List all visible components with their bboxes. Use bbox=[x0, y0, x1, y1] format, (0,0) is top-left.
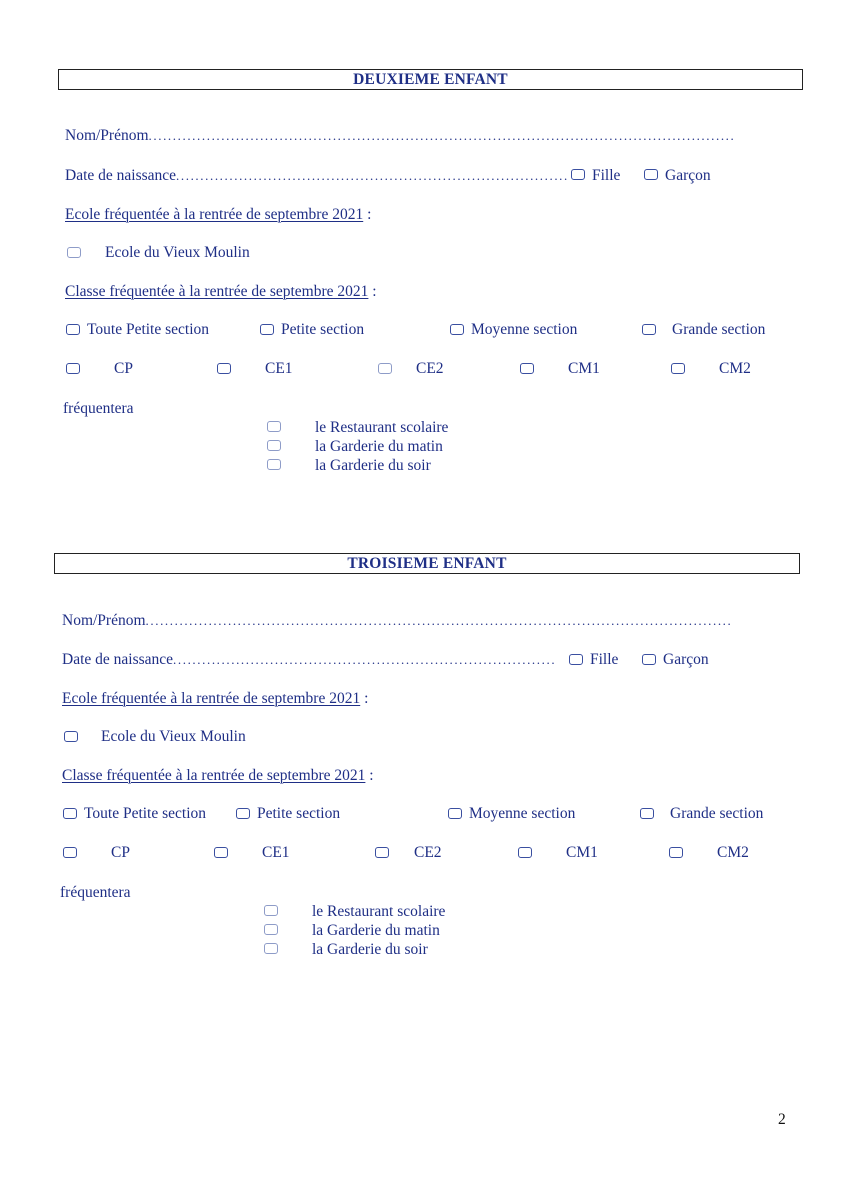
class-checkbox-petite-section[interactable] bbox=[236, 808, 250, 819]
birthdate-dotted-line[interactable]: ................................................................................. bbox=[176, 168, 569, 183]
service-label-garderie-soir: la Garderie du soir bbox=[315, 457, 431, 474]
class-checkbox-toute-petite-section[interactable] bbox=[66, 324, 80, 335]
school-option-label: Ecole du Vieux Moulin bbox=[101, 728, 246, 745]
name-label: Nom/Prénom bbox=[65, 127, 149, 144]
class-checkbox-moyenne-section[interactable] bbox=[448, 808, 462, 819]
school-heading-colon: : bbox=[360, 690, 369, 707]
girl-checkbox[interactable] bbox=[571, 169, 585, 180]
section-title: TROISIEME ENFANT bbox=[347, 555, 507, 572]
class-label-grande-section: Grande section bbox=[670, 805, 764, 822]
class-checkbox-ce1[interactable] bbox=[217, 363, 231, 374]
name-label: Nom/Prénom bbox=[62, 612, 146, 629]
class-label-ce2: CE2 bbox=[414, 844, 442, 861]
class-checkbox-grande-section[interactable] bbox=[642, 324, 656, 335]
school-heading-row bbox=[62, 690, 368, 708]
class-label-toute-petite-section: Toute Petite section bbox=[87, 321, 210, 338]
girl-label: Fille bbox=[592, 167, 621, 184]
class-checkbox-cm2[interactable] bbox=[671, 363, 685, 374]
service-checkbox-garderie-soir[interactable] bbox=[264, 943, 278, 954]
boy-label: Garçon bbox=[663, 651, 709, 668]
class-checkbox-petite-section[interactable] bbox=[260, 324, 274, 335]
birthdate-dotted-line[interactable]: ............................................................................... bbox=[173, 652, 557, 667]
class-label-cm2: CM2 bbox=[717, 844, 749, 861]
service-checkbox-restaurant[interactable] bbox=[264, 905, 278, 916]
class-label-cm2: CM2 bbox=[719, 360, 751, 377]
section-header-box bbox=[54, 553, 800, 574]
name-field-row[interactable] bbox=[62, 612, 732, 630]
service-checkbox-garderie-matin[interactable] bbox=[267, 440, 281, 451]
school-option-checkbox[interactable] bbox=[67, 247, 81, 258]
class-label-cm1: CM1 bbox=[568, 360, 600, 377]
service-checkbox-garderie-matin[interactable] bbox=[264, 924, 278, 935]
school-option-checkbox[interactable] bbox=[64, 731, 78, 742]
page-number: 2 bbox=[778, 1111, 786, 1128]
class-label-cp: CP bbox=[111, 844, 130, 861]
class-checkbox-cp[interactable] bbox=[66, 363, 80, 374]
name-dotted-line[interactable]: ......................................................................................................................... bbox=[148, 128, 736, 143]
frequentera-label: fréquentera bbox=[60, 884, 131, 901]
class-label-ce2: CE2 bbox=[416, 360, 444, 377]
class-checkbox-grande-section[interactable] bbox=[640, 808, 654, 819]
school-heading-row bbox=[65, 206, 371, 224]
class-heading-colon: : bbox=[368, 283, 377, 300]
birthdate-field-row[interactable] bbox=[65, 167, 569, 185]
school-heading: Ecole fréquentée à la rentrée de septembre 2021 bbox=[65, 206, 364, 223]
class-heading-colon: : bbox=[365, 767, 374, 784]
service-label-garderie-matin: la Garderie du matin bbox=[312, 922, 440, 939]
name-dotted-line[interactable]: ......................................................................................................................... bbox=[145, 613, 733, 628]
class-checkbox-ce1[interactable] bbox=[214, 847, 228, 858]
class-label-grande-section: Grande section bbox=[672, 321, 766, 338]
birthdate-field-row[interactable] bbox=[62, 651, 556, 669]
class-heading: Classe fréquentée à la rentrée de septembre 2021 bbox=[65, 283, 369, 300]
class-label-petite-section: Petite section bbox=[281, 321, 365, 338]
birthdate-label: Date de naissance bbox=[62, 651, 174, 668]
service-label-garderie-soir: la Garderie du soir bbox=[312, 941, 428, 958]
class-checkbox-cm1[interactable] bbox=[520, 363, 534, 374]
service-label-restaurant: le Restaurant scolaire bbox=[312, 903, 446, 920]
school-heading-colon: : bbox=[363, 206, 372, 223]
class-heading-row bbox=[65, 283, 377, 301]
class-label-moyenne-section: Moyenne section bbox=[471, 321, 578, 338]
name-field-row[interactable] bbox=[65, 127, 735, 145]
class-checkbox-cm1[interactable] bbox=[518, 847, 532, 858]
class-checkbox-cp[interactable] bbox=[63, 847, 77, 858]
boy-label: Garçon bbox=[665, 167, 711, 184]
service-checkbox-restaurant[interactable] bbox=[267, 421, 281, 432]
class-label-cp: CP bbox=[114, 360, 133, 377]
class-label-cm1: CM1 bbox=[566, 844, 598, 861]
class-checkbox-ce2[interactable] bbox=[378, 363, 392, 374]
class-label-ce1: CE1 bbox=[265, 360, 293, 377]
class-heading-row bbox=[62, 767, 374, 785]
class-label-moyenne-section: Moyenne section bbox=[469, 805, 576, 822]
service-label-garderie-matin: la Garderie du matin bbox=[315, 438, 443, 455]
school-option-label: Ecole du Vieux Moulin bbox=[105, 244, 250, 261]
class-checkbox-toute-petite-section[interactable] bbox=[63, 808, 77, 819]
class-checkbox-cm2[interactable] bbox=[669, 847, 683, 858]
frequentera-label: fréquentera bbox=[63, 400, 134, 417]
boy-checkbox[interactable] bbox=[642, 654, 656, 665]
section-title: DEUXIEME ENFANT bbox=[353, 71, 508, 88]
girl-checkbox[interactable] bbox=[569, 654, 583, 665]
class-checkbox-moyenne-section[interactable] bbox=[450, 324, 464, 335]
class-checkbox-ce2[interactable] bbox=[375, 847, 389, 858]
class-label-petite-section: Petite section bbox=[257, 805, 341, 822]
class-label-ce1: CE1 bbox=[262, 844, 290, 861]
birthdate-label: Date de naissance bbox=[65, 167, 177, 184]
class-label-toute-petite-section: Toute Petite section bbox=[84, 805, 207, 822]
service-label-restaurant: le Restaurant scolaire bbox=[315, 419, 449, 436]
boy-checkbox[interactable] bbox=[644, 169, 658, 180]
school-heading: Ecole fréquentée à la rentrée de septembre 2021 bbox=[62, 690, 361, 707]
girl-label: Fille bbox=[590, 651, 619, 668]
class-heading: Classe fréquentée à la rentrée de septembre 2021 bbox=[62, 767, 366, 784]
section-header-box bbox=[58, 69, 803, 90]
service-checkbox-garderie-soir[interactable] bbox=[267, 459, 281, 470]
